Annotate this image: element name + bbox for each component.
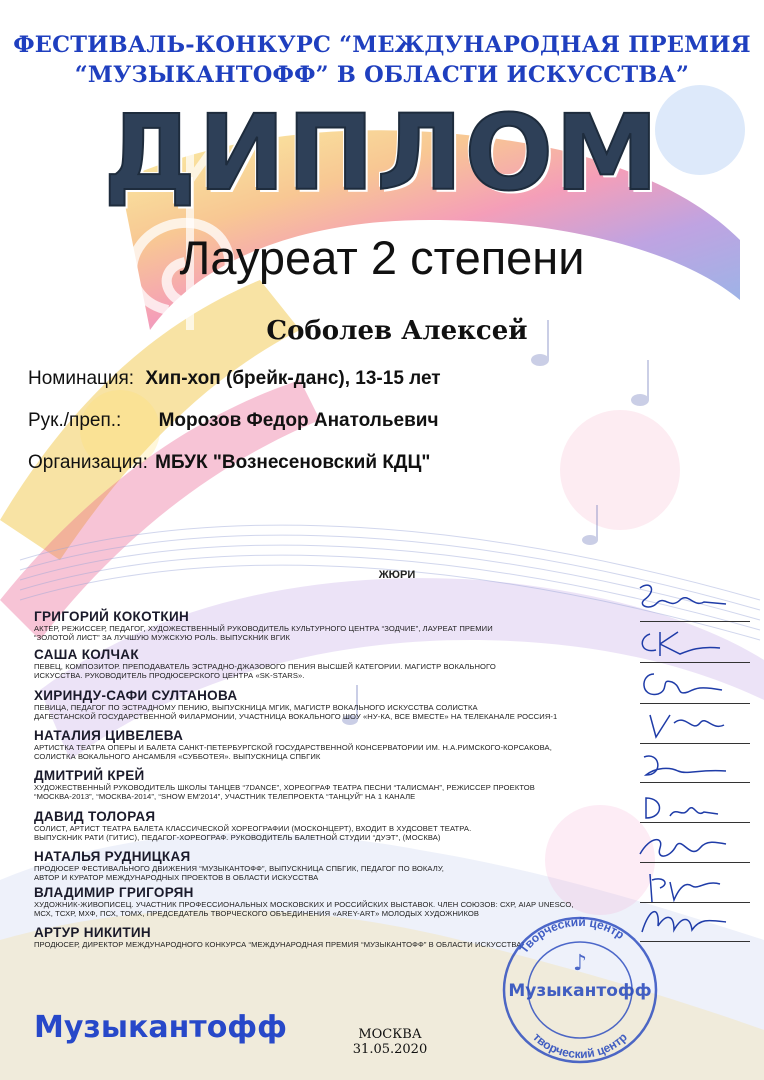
brand-logo: Музыкантофф xyxy=(34,1010,287,1045)
signature xyxy=(630,745,730,785)
jury-title: ЖЮРИ xyxy=(378,569,416,581)
signature xyxy=(630,624,730,664)
jury-member-desc: МСХ, ТСХР, МХФ, ПСХ, ТОМХ, ПРЕДСЕДАТЕЛЬ ТВОРЧЕСКОГО ОБЪЕДИНЕНИЯ «AREY-ART» МОЛОДЫХ ХУДОЖНИКОВ xyxy=(34,909,480,919)
jury-member xyxy=(34,809,634,843)
jury-member-desc: ПРОДЮСЕР ФЕСТИВАЛЬНОГО ДВИЖЕНИЯ “МУЗЫКАНТОФФ”, ВЫПУСКНИЦА СПБГИК, ПЕДАГОГ ПО ВОКАЛУ, xyxy=(34,864,444,873)
svg-text:Творческий центр: Творческий центр xyxy=(516,914,627,956)
jury-member-name: ГРИГОРИЙ КОКОТКИН xyxy=(34,609,190,624)
organization-value: МБУК "Вознесеновский КДЦ" xyxy=(155,452,431,473)
jury-member-name: ДМИТРИЙ КРЕЙ xyxy=(34,768,145,783)
teacher-label: Рук./преп.: xyxy=(28,410,122,431)
teacher-row xyxy=(28,408,439,434)
signature-line xyxy=(640,862,750,863)
jury-member-name: АРТУР НИКИТИН xyxy=(34,925,151,940)
jury-member-name: ХИРИНДУ-САФИ СУЛТАНОВА xyxy=(34,688,238,703)
jury-member-name: НАТАЛИЯ ЦИВЕЛЕВА xyxy=(34,728,184,743)
teacher-value: Морозов Федор Анатольевич xyxy=(158,410,439,431)
award-degree: Лауреат 2 степени xyxy=(179,231,585,284)
festival-title-line2: “МУЗЫКАНТОФФ” В ОБЛАСТИ ИСКУССТВА” xyxy=(74,62,690,88)
jury-member-desc: “ЗОЛОТОЙ ЛИСТ” ЗА ЛУЧШУЮ МУЖСКУЮ РОЛЬ. ВЫПУСКНИК ВГИК xyxy=(34,633,291,643)
jury-member xyxy=(34,647,634,681)
svg-text:♪: ♪ xyxy=(572,951,588,976)
signature xyxy=(630,664,730,704)
organization-label: Организация: xyxy=(28,452,148,473)
signature-line xyxy=(640,743,750,744)
jury-member-name: НАТАЛЬЯ РУДНИЦКАЯ xyxy=(34,849,191,864)
jury-member-desc: СОЛИСТКА ВОКАЛЬНОГО АНСАМБЛЯ «СУББОТЕЯ». ВЫПУСКНИЦА СПБГИК xyxy=(34,752,321,762)
jury-member xyxy=(34,849,634,883)
signature xyxy=(630,866,730,906)
signature xyxy=(630,580,730,620)
date: 31.05.2020 xyxy=(352,1042,428,1057)
jury-member-desc: “МОСКВА-2013”, “МОСКВА-2014”, “SHOW EM'2014”, УЧАСТНИК ТЕЛЕПРОЕКТА “ТАНЦУЙ” НА 1 КАНАЛЕ xyxy=(34,792,416,802)
jury-member-desc: ИСКУССТВА. РУКОВОДИТЕЛЬ ПРОДЮСЕРСКОГО ЦЕНТРА «SK-STARS». xyxy=(34,671,305,681)
place-and-date xyxy=(340,1027,440,1057)
jury-member xyxy=(34,728,634,762)
jury-member-desc: ХУДОЖНИК-ЖИВОПИСЕЦ. УЧАСТНИК ПРОФЕССИОНАЛЬНЫХ МОСКОВСКИХ И РОССИЙСКИХ ВЫСТАВОК. ЧЛЕН СОЮЗОВ: СХР, AIAP UNESCO, xyxy=(34,900,574,909)
nomination-value: Хип-хоп (брейк-данс), 13-15 лет xyxy=(145,368,441,389)
awardee-name: Соболев Алексей xyxy=(266,316,528,346)
signature xyxy=(630,703,730,743)
jury-member-desc: АВТОР И КУРАТОР МЕЖДУНАРОДНЫХ ПРОЕКТОВ В ОБЛАСТИ ИСКУССТВА xyxy=(34,873,319,883)
organization-stamp xyxy=(495,908,665,1068)
jury-member-desc: ВЫПУСКНИК РАТИ (ГИТИС), ПЕДАГОГ-ХОРЕОГРАФ. РУКОВОДИТЕЛЬ БАЛЕТНОЙ СТУДИИ “ДУЭТ”, (МОСКВА) xyxy=(34,833,441,843)
jury-member-name: ВЛАДИМИР ГРИГОРЯН xyxy=(34,885,194,900)
jury-member xyxy=(34,609,634,643)
jury-member-desc: ДАГЕСТАНСКОЙ ГОСУДАРСТВЕННОЙ ФИЛАРМОНИИ, УЧАСТНИЦА ВОКАЛЬНОГО ШОУ «НУ-КА, ВСЕ ВМЕСТЕ» НА ТЕЛЕКАНАЛЕ РОССИЯ-1 xyxy=(34,712,558,722)
city: МОСКВА xyxy=(358,1027,422,1042)
jury-member-desc: АРТИСТКА ТЕАТРА ОПЕРЫ И БАЛЕТА САНКТ-ПЕТЕРБУРГСКОЙ ГОСУДАРСТВЕННОЙ КОНСЕРВАТОРИИ ИМ. Н.А.РИМСКОГО-КОРСАКОВА, xyxy=(34,743,552,752)
jury-member-desc: ПЕВЕЦ, КОМПОЗИТОР. ПРЕПОДАВАТЕЛЬ ЭСТРАДНО-ДЖАЗОВОГО ПЕНИЯ ВЫСШЕЙ КАТЕГОРИИ. МАГИСТР ВОКАЛЬНОГО xyxy=(34,662,496,671)
diploma-heading: ДИПЛОМ xyxy=(103,92,661,214)
jury-member-name: ДАВИД ТОЛОРАЯ xyxy=(34,809,156,824)
festival-title xyxy=(0,30,764,90)
stamp-center-text: Музыкантофф xyxy=(508,981,652,1001)
festival-title-line1: ФЕСТИВАЛЬ-КОНКУРС “МЕЖДУНАРОДНАЯ ПРЕМИЯ xyxy=(13,32,751,58)
jury-member xyxy=(34,768,634,802)
signature-line xyxy=(640,782,750,783)
jury-member-name: САША КОЛЧАК xyxy=(34,647,139,662)
jury-member-desc: ХУДОЖЕСТВЕННЫЙ РУКОВОДИТЕЛЬ ШКОЛЫ ТАНЦЕВ “7DANCE”, ХОРЕОГРАФ ТЕАТРА ПЕСНИ “ТАЛИСМАН”, РЕЖИССЕР ПРОЕКТОВ xyxy=(34,783,535,792)
jury-member-desc: СОЛИСТ, АРТИСТ ТЕАТРА БАЛЕТА КЛАССИЧЕСКОЙ ХОРЕОГРАФИИ (МОСКОНЦЕРТ), ВХОДИТ В ХУДСОВЕТ ТЕАТРА. xyxy=(34,824,472,833)
jury-member-desc: ПРОДЮСЕР, ДИРЕКТОР МЕЖДУНАРОДНОГО КОНКУРСА “МЕЖДУНАРОДНАЯ ПРЕМИЯ “МУЗЫКАНТОФФ” В ОБЛАСТИ ИСКУССТВА” xyxy=(34,940,525,949)
jury-member-desc: ПЕВИЦА, ПЕДАГОГ ПО ЭСТРАДНОМУ ПЕНИЮ, ВЫПУСКНИЦА МГИК, МАГИСТР ВОКАЛЬНОГО ИСКУССТВА СОЛИСТКА xyxy=(34,703,478,712)
nomination-label: Номинация: xyxy=(28,368,135,389)
signature-line xyxy=(640,662,750,663)
signature-line xyxy=(640,621,750,622)
jury-member-desc: АКТЕР, РЕЖИССЕР, ПЕДАГОГ, ХУДОЖЕСТВЕННЫЙ РУКОВОДИТЕЛЬ КУЛЬТУРНОГО ЦЕНТРА “ЗОДЧИЕ”, ЛАУРЕАТ ПРЕМИИ xyxy=(34,624,493,633)
signature-line xyxy=(640,822,750,823)
organization-row xyxy=(28,450,430,476)
svg-text:творческий центр: творческий центр xyxy=(530,1029,630,1062)
nomination-row xyxy=(28,366,441,392)
jury-member xyxy=(34,688,634,722)
